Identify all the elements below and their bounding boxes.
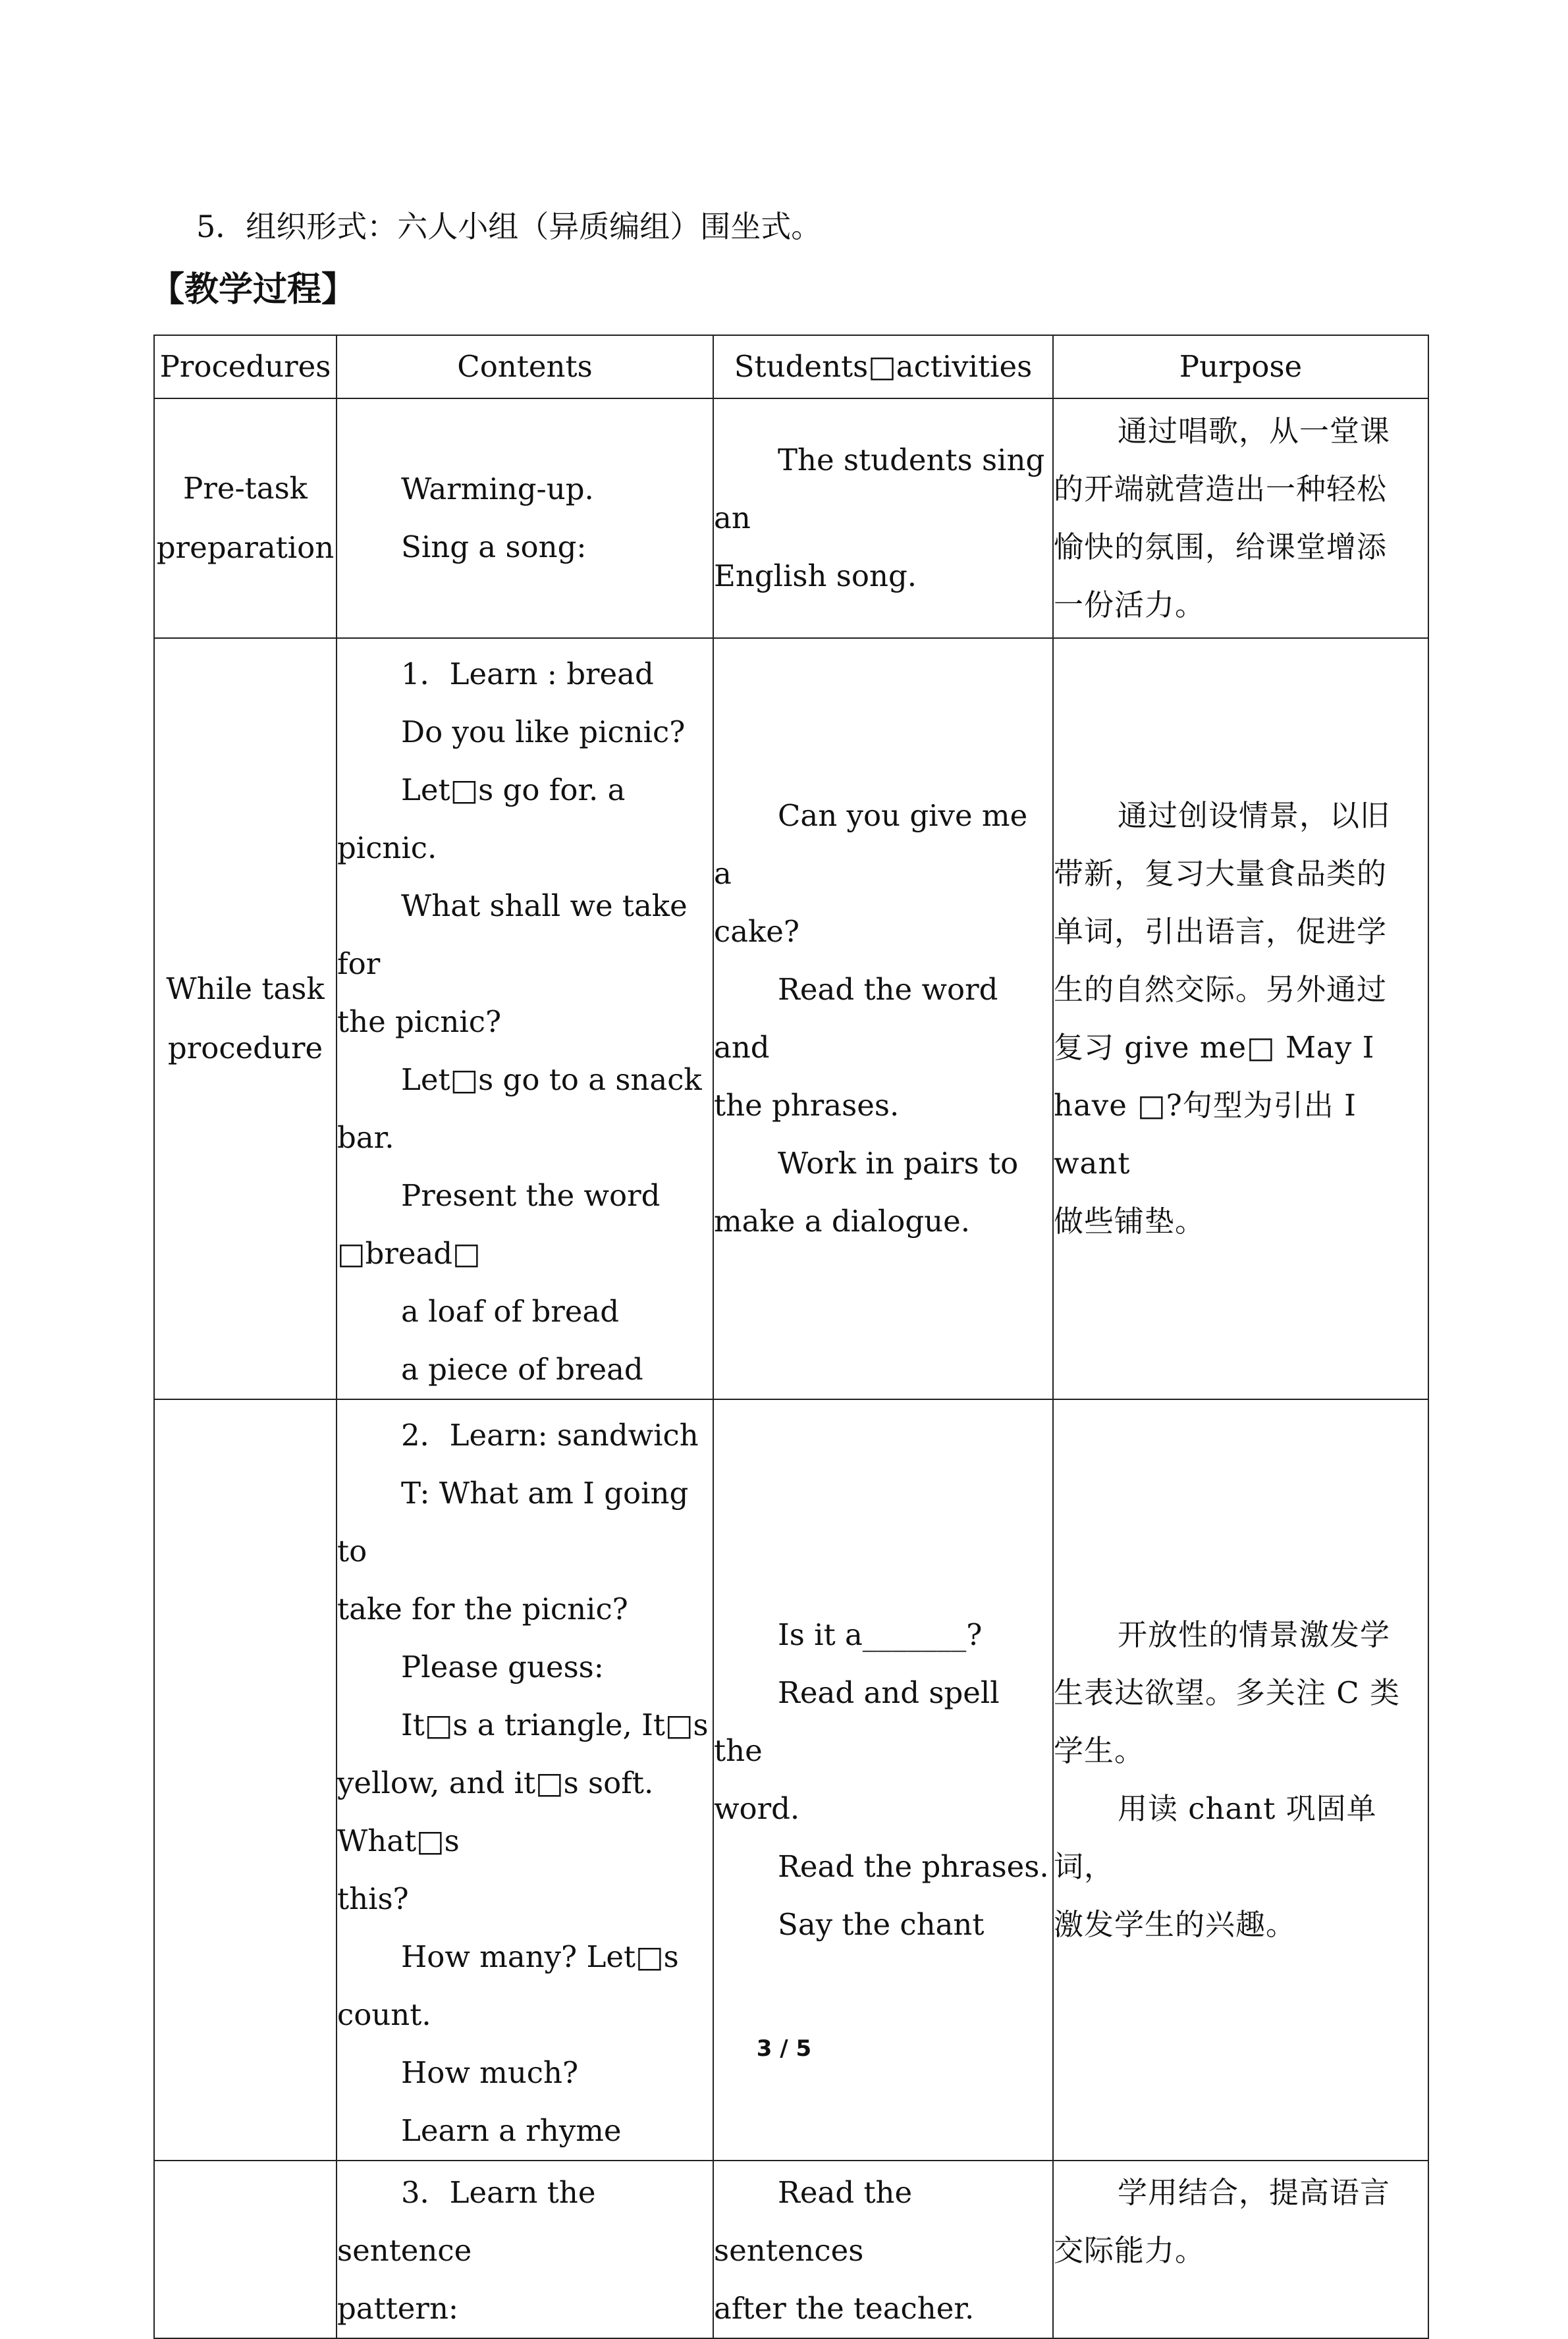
contents-line: It□s a triangle, It□s	[401, 1707, 709, 1742]
contents-line: this?	[337, 1881, 409, 1916]
purpose-cell	[1053, 638, 1428, 1399]
activities-cell	[713, 398, 1053, 638]
contents-cell	[337, 638, 713, 1399]
contents-line: take for the picnic?	[337, 1592, 628, 1627]
stage-line: procedure	[167, 1031, 323, 1065]
stage-cell	[154, 638, 337, 1399]
purpose-line: 学生。	[1054, 1733, 1145, 1768]
contents-line: How much?	[401, 2055, 579, 2090]
contents-line: 1．Learn : bread	[401, 657, 654, 691]
header-students-activities: Students□activities	[713, 335, 1053, 398]
contents-line: Learn a rhyme	[401, 2113, 622, 2148]
contents-line: How many? Let□s	[401, 1939, 679, 1974]
purpose-line: 一份活力。	[1054, 587, 1206, 622]
purpose-line: 通过唱歌，从一堂课	[1118, 414, 1391, 448]
contents-line: pattern:	[337, 2291, 459, 2326]
stage-line: preparation	[156, 530, 335, 565]
purpose-line: have □?句型为引出 I want	[1054, 1088, 1367, 1181]
contents-line: yellow, and it□s soft. What□s	[337, 1765, 663, 1858]
contents-line: 3．Learn the sentence	[337, 2175, 605, 2268]
contents-line: Please guess:	[401, 1650, 604, 1684]
purpose-line: 学用结合，提高语言	[1118, 2175, 1391, 2210]
activities-line: cake?	[714, 914, 800, 949]
contents-line: count.	[337, 1997, 431, 2032]
header-procedures: Procedures	[154, 335, 337, 398]
activities-line: Read the sentences	[714, 2175, 922, 2268]
stage-line: While task	[166, 971, 325, 1006]
contents-cell	[337, 398, 713, 638]
purpose-line: 生的自然交际。另外通过	[1054, 972, 1388, 1007]
activities-line: Can you give me a	[714, 798, 1037, 891]
table-header-row	[154, 335, 1428, 398]
contents-line: □bread□	[337, 1236, 481, 1271]
purpose-line: 愉快的氛围，给课堂增添	[1054, 529, 1388, 564]
purpose-line: 通过创设情景，以旧	[1118, 798, 1391, 833]
purpose-line: 生表达欲望。多关注 C 类	[1054, 1675, 1401, 1710]
teaching-process-heading: 【教学过程】	[150, 270, 356, 309]
page-number: 3 / 5	[756, 2035, 812, 2062]
activities-cell	[713, 2161, 1053, 2338]
table-row	[154, 398, 1428, 638]
header-purpose: Purpose	[1053, 335, 1428, 398]
purpose-line: 做些铺垫。	[1054, 1204, 1206, 1239]
activities-line: Say the chant	[778, 1907, 985, 1942]
purpose-line: 用读 chant 巩固单词，	[1054, 1791, 1377, 1884]
purpose-cell	[1053, 2161, 1428, 2338]
contents-line: the picnic?	[337, 1004, 502, 1039]
activities-line: Work in pairs to	[778, 1146, 1019, 1181]
purpose-line: 复习 give me□ May I	[1054, 1030, 1375, 1065]
organization-form-line: 5．组织形式：六人小组（异质编组）围坐式。	[196, 209, 822, 244]
contents-line: Sing a song:	[401, 529, 587, 564]
purpose-line: 激发学生的兴趣。	[1054, 1907, 1297, 1942]
stage-line: Pre-task	[183, 471, 308, 506]
stage-cell	[154, 2161, 337, 2338]
activities-line: after the teacher.	[714, 2291, 975, 2326]
contents-line: T: What am I going to	[337, 1476, 698, 1569]
contents-line: Let□s go to a snack bar.	[337, 1062, 712, 1155]
activities-line: the phrases.	[714, 1088, 900, 1123]
contents-line: Do you like picnic?	[401, 714, 686, 749]
contents-line: What shall we take for	[337, 888, 697, 981]
purpose-line: 单词，引出语言，促进学	[1054, 914, 1388, 949]
activities-line: word.	[714, 1791, 800, 1826]
table-row	[154, 638, 1428, 1399]
contents-line: a loaf of bread	[401, 1294, 620, 1329]
activities-line: The students sing an	[714, 443, 1054, 535]
contents-line: Present the word	[401, 1178, 661, 1213]
activities-line: make a dialogue.	[714, 1204, 971, 1239]
header-contents: Contents	[337, 335, 713, 398]
purpose-line: 交际能力。	[1054, 2233, 1206, 2268]
purpose-line: 开放性的情景激发学	[1118, 1617, 1391, 1652]
contents-line: Let□s go for. a picnic.	[337, 772, 635, 865]
activities-line: Read the word and	[714, 972, 1008, 1065]
stage-cell	[154, 398, 337, 638]
activities-line: English song.	[714, 558, 917, 593]
purpose-line: 带新，复习大量食品类的	[1054, 856, 1388, 891]
activities-cell	[713, 638, 1053, 1399]
activities-line: Is it a_______?	[778, 1617, 983, 1652]
contents-cell	[337, 2161, 713, 2338]
contents-line: Warming-up.	[401, 471, 594, 506]
activities-line: Read the phrases.	[778, 1849, 1049, 1884]
activities-line: Read and spell the	[714, 1675, 1009, 1768]
contents-line: 2．Learn: sandwich	[401, 1418, 699, 1453]
purpose-cell	[1053, 398, 1428, 638]
table-row	[154, 2161, 1428, 2338]
purpose-line: 的开端就营造出一种轻松	[1054, 471, 1388, 506]
contents-line: a piece of bread	[401, 1352, 643, 1387]
